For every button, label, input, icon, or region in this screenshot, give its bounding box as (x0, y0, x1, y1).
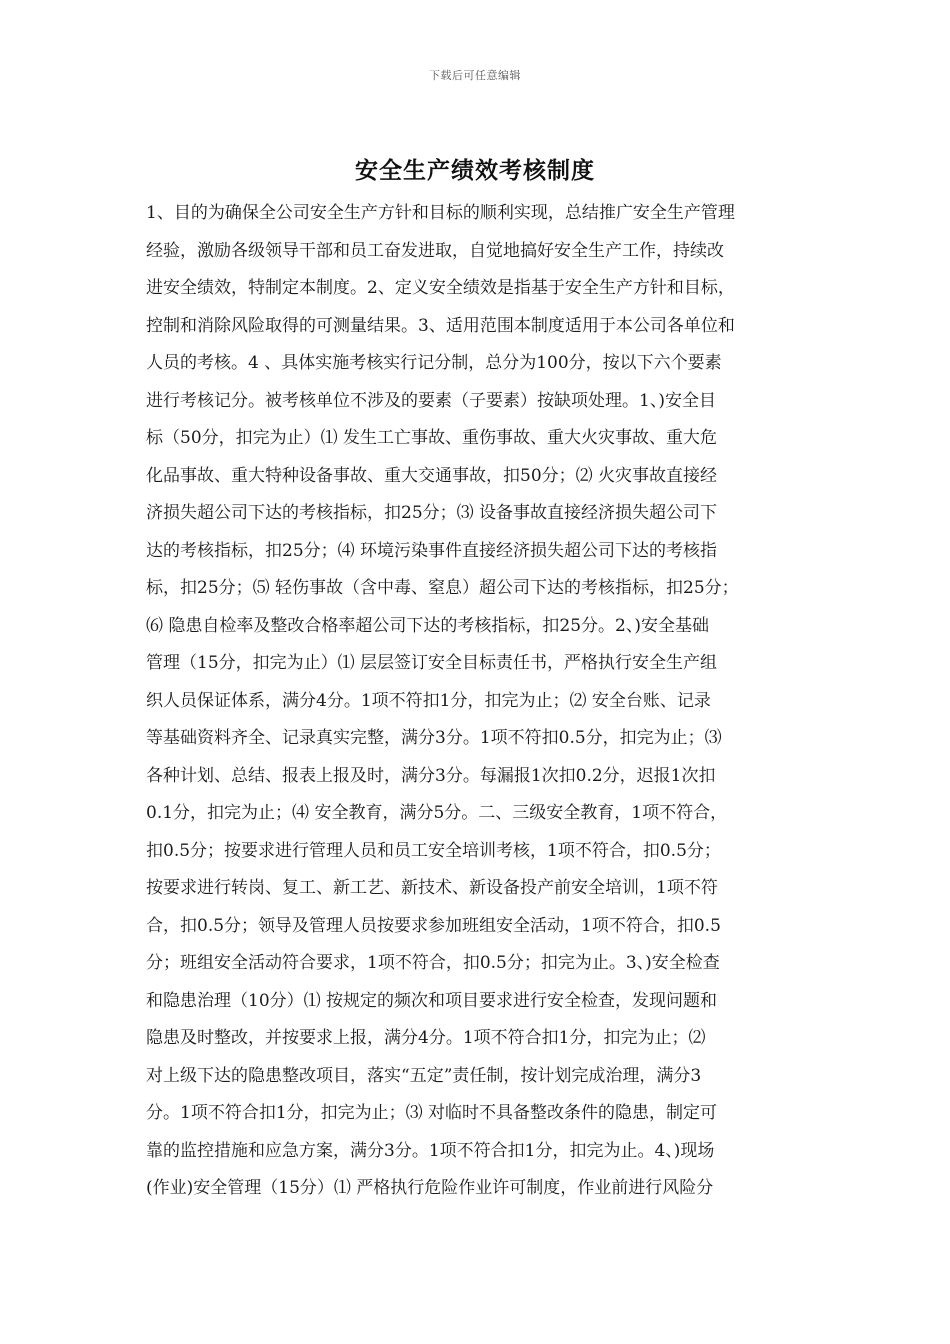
body-line: 分。1项不符合扣1分，扣完为止；⑶ 对临时不具备整改条件的隐患，制定可 (146, 1103, 718, 1123)
body-line: 隐患及时整改，并按要求上报，满分4分。1项不符合扣1分，扣完为止；⑵ (146, 1028, 706, 1048)
body-line: 化品事故、重大特种设备事故、重大交通事故，扣50分；⑵ 火灾事故直接经 (146, 465, 718, 486)
body-line: 进行考核记分。被考核单位不涉及的要素（子要素）按缺项处理。1、)安全目 (146, 390, 716, 411)
body-line: 经验，激励各级领导干部和员工奋发进取，自觉地搞好安全生产工作，持续改 (146, 240, 724, 261)
body-line: 合，扣0.5分；领导及管理人员按要求参加班组安全活动，1项不符合，扣0.5 (146, 915, 721, 936)
body-line: 0.1分，扣完为止；⑷ 安全教育，满分5分。二、三级安全教育，1项不符合， (146, 803, 728, 823)
body-line: 控制和消除风险取得的可测量结果。3、适用范围本制度适用于本公司各单位和 (146, 315, 735, 336)
body-line: 按要求进行转岗、复工、新工艺、新技术、新设备投产前安全培训，1项不符 (146, 878, 718, 898)
body-line: 靠的监控措施和应急方案，满分3分。1项不符合扣1分，扣完为止。4、)现场 (146, 1140, 715, 1161)
body-line: 等基础资料齐全、记录真实完整，满分3分。1项不符扣0.5分，扣完为止；⑶ (146, 728, 722, 748)
body-line: (作业)安全管理（15分）⑴ 严格执行危险作业许可制度，作业前进行风险分 (146, 1178, 714, 1198)
document-title: 安全生产绩效考核制度 (355, 157, 595, 184)
body-line: 标，扣25分；⑸ 轻伤事故（含中毒、窒息）超公司下达的考核指标，扣25分； (146, 578, 739, 598)
body-line: 人员的考核。4 、具体实施考核实行记分制，总分为100分，按以下六个要素 (146, 353, 722, 373)
body-line: ⑹ 隐患自检率及整改合格率超公司下达的考核指标，扣25分。2、)安全基础 (146, 615, 709, 636)
body-line: 织人员保证体系，满分4分。1项不符扣1分，扣完为止；⑵ 安全台账、记录 (146, 690, 711, 711)
body-line: 1、目的为确保全公司安全生产方针和目标的顺利实现，总结推广安全生产管理 (146, 203, 735, 223)
document-body (146, 195, 806, 1208)
body-line: 济损失超公司下达的考核指标，扣25分；⑶ 设备事故直接经济损失超公司下 (146, 503, 718, 523)
body-line: 管理（15分，扣完为止）⑴ 层层签订安全目标责任书，严格执行安全生产组 (146, 653, 718, 673)
body-line: 标（50分，扣完为止）⑴ 发生工亡事故、重伤事故、重大火灾事故、重大危 (146, 428, 718, 448)
body-line: 扣0.5分；按要求进行管理人员和员工安全培训考核，1项不符合，扣0.5分； (146, 840, 721, 861)
header-note: 下载后可任意编辑 (429, 69, 521, 82)
body-line: 进安全绩效，特制定本制度。2、定义安全绩效是指基于安全生产方针和目标， (146, 278, 735, 298)
body-line: 对上级下达的隐患整改项目，落实“五定”责任制，按计划完成治理，满分3 (146, 1065, 702, 1086)
body-line: 达的考核指标，扣25分；⑷ 环境污染事件直接经济损失超公司下达的考核指 (146, 540, 718, 561)
body-line: 和隐患治理（10分）⑴ 按规定的频次和项目要求进行安全检查，发现问题和 (146, 990, 718, 1011)
body-line: 分；班组安全活动符合要求，1项不符合，扣0.5分；扣完为止。3、)安全检查 (146, 953, 720, 973)
body-line: 各种计划、总结、报表上报及时，满分3分。每漏报1次扣0.2分，迟报1次扣 (146, 765, 716, 786)
